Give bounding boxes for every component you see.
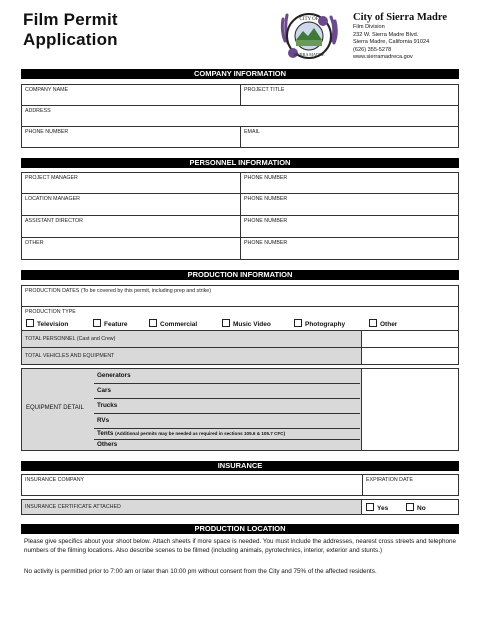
equipment-item-label: RVs (97, 417, 110, 424)
project-manager-phone-label: PHONE NUMBER (244, 175, 288, 181)
title-line-1: Film Permit (23, 10, 118, 29)
total-vehicles-label: TOTAL VEHICLES AND EQUIPMENT (25, 353, 115, 359)
personnel-row[interactable] (21, 215, 459, 238)
location-manager-phone-label: PHONE NUMBER (244, 196, 288, 202)
equipment-label-cell (22, 369, 94, 450)
total-vehicles-label-cell (21, 347, 362, 365)
certificate-label-cell (21, 499, 362, 515)
email-label: EMAIL (244, 129, 260, 135)
type-label: Photography (305, 321, 346, 328)
production-dates-field[interactable] (21, 285, 459, 307)
equipment-item-label: Cars (97, 387, 112, 394)
company-phone-label: PHONE NUMBER (25, 129, 69, 135)
type-label: Other (380, 321, 398, 328)
total-personnel-input[interactable] (361, 330, 459, 348)
certificate-options (361, 499, 459, 515)
personnel-row[interactable] (21, 172, 459, 194)
company-row-3 (21, 126, 459, 148)
tents-note: (Additional permits may be needed as required in sections 105.6 & 105.7 CFC) (115, 431, 286, 436)
equipment-detail-label: EQUIPMENT DETAIL (26, 405, 84, 411)
insurance-section-header: INSURANCE (21, 461, 459, 471)
other-phone-label: PHONE NUMBER (244, 240, 288, 246)
activity-hours-notice: No activity is permitted prior to 7:00 am or later than 10:00 pm without consent from the City and 75% of the affected residents. (24, 568, 377, 575)
equipment-row-cars[interactable] (94, 384, 360, 399)
svg-text:CITY OF: CITY OF (299, 17, 319, 22)
equipment-detail-table (21, 368, 459, 451)
certificate-no-option[interactable] (406, 503, 426, 512)
checkbox-icon[interactable] (222, 319, 230, 327)
location-section-header: PRODUCTION LOCATION (21, 524, 459, 534)
total-vehicles-input[interactable] (361, 347, 459, 365)
personnel-section-header: PERSONNEL INFORMATION (21, 158, 459, 168)
project-title-label: PROJECT TITLE (244, 87, 285, 93)
checkbox-icon[interactable] (294, 319, 302, 327)
equipment-row-others[interactable] (94, 440, 360, 450)
type-option-commercial[interactable] (149, 319, 197, 328)
type-label: Television (37, 321, 69, 328)
production-type-label: PRODUCTION TYPE (25, 309, 76, 315)
city-street: 232 W. Sierra Madre Blvd. (353, 31, 419, 38)
checkbox-icon[interactable] (406, 503, 414, 511)
checkbox-icon[interactable] (93, 319, 101, 327)
production-dates-note: (To be covered by this permit, including prep and strike) (80, 288, 211, 294)
production-dates-label-wrap (22, 286, 458, 295)
equipment-row-generators[interactable] (94, 369, 360, 384)
title-line-2: Application (23, 30, 118, 49)
form-title (23, 10, 118, 50)
city-website: www.sierramadreca.gov (353, 54, 413, 61)
checkbox-icon[interactable] (149, 319, 157, 327)
city-name: City of Sierra Madre (353, 12, 447, 23)
yes-label: Yes (377, 505, 389, 512)
equipment-item-label: Trucks (97, 402, 118, 409)
company-name-label: COMPANY NAME (25, 87, 69, 93)
certificate-yes-option[interactable] (366, 503, 388, 512)
expiration-date-label: EXPIRATION DATE (366, 477, 413, 483)
city-seal-logo (279, 9, 339, 65)
insurance-company-label: INSURANCE COMPANY (25, 477, 85, 483)
total-personnel-note: (Cast and Crew) (76, 336, 116, 342)
type-option-television[interactable] (26, 319, 68, 328)
type-option-photography[interactable] (294, 319, 345, 328)
production-section-header: PRODUCTION INFORMATION (21, 270, 459, 280)
other-label: OTHER (25, 240, 44, 246)
divider (361, 369, 362, 450)
no-label: No (417, 505, 426, 512)
equipment-item-label: Others (97, 441, 118, 448)
type-label: Feature (104, 321, 128, 328)
project-manager-label: PROJECT MANAGER (25, 175, 78, 181)
company-row-1 (21, 84, 459, 106)
company-section-header: COMPANY INFORMATION (21, 69, 459, 79)
location-instructions: Please give specifics about your shoot below. Attach sheets if more space is needed. You must include the addresses, nearest cross streets and telephone numbers of the filming locations. Also describe scenes to be filmed (including animals, pyrotechnics, interior, exterior and stunts.) (24, 538, 456, 554)
type-label: Music Video (233, 321, 271, 328)
city-division: Film Division (353, 24, 385, 30)
equipment-item-label: Generators (97, 372, 131, 379)
type-label: Commercial (160, 321, 198, 328)
equipment-row-tents[interactable] (94, 429, 360, 440)
checkbox-icon[interactable] (366, 503, 374, 511)
equipment-item-label: Tents (97, 430, 114, 437)
svg-text:SIERRA MADRE: SIERRA MADRE (293, 52, 325, 57)
personnel-row[interactable] (21, 193, 459, 216)
type-option-music-video[interactable] (222, 319, 271, 328)
checkbox-icon[interactable] (26, 319, 34, 327)
insurance-row-1 (21, 474, 459, 496)
checkbox-icon[interactable] (369, 319, 377, 327)
city-phone: (626) 355-5278 (353, 46, 392, 53)
production-type-field (21, 306, 459, 331)
assistant-director-phone-label: PHONE NUMBER (244, 218, 288, 224)
city-city-state: Sierra Madre, California 91024 (353, 39, 430, 46)
total-personnel-label-cell (21, 330, 362, 348)
total-personnel-label-wrap (22, 331, 361, 343)
type-option-feature[interactable] (93, 319, 127, 328)
total-personnel-label: TOTAL PERSONNEL (25, 336, 76, 342)
equipment-row-trucks[interactable] (94, 399, 360, 414)
address-field[interactable] (21, 105, 459, 127)
production-type-options (26, 319, 456, 329)
type-option-other[interactable] (369, 319, 397, 328)
city-contact-block (353, 12, 473, 62)
assistant-director-label: ASSISTANT DIRECTOR (25, 218, 83, 224)
address-label: ADDRESS (25, 108, 51, 114)
certificate-label: INSURANCE CERTIFICATE ATTACHED (25, 504, 121, 510)
equipment-row-rvs[interactable] (94, 414, 360, 429)
personnel-row[interactable] (21, 237, 459, 260)
location-manager-label: LOCATION MANAGER (25, 196, 80, 202)
production-dates-label: PRODUCTION DATES (25, 288, 80, 294)
